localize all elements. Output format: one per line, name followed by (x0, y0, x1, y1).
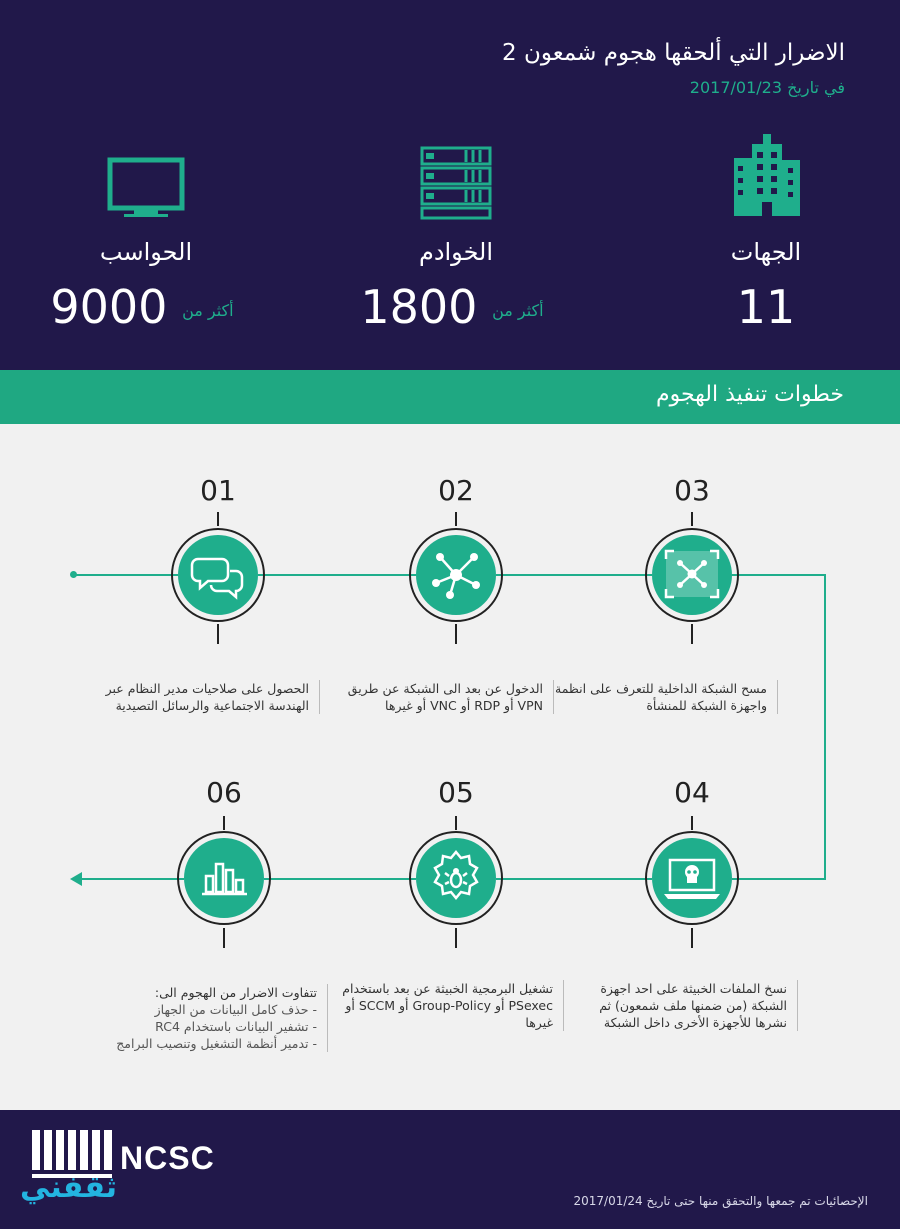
step-tick (217, 512, 219, 526)
connector-line (496, 574, 652, 576)
stat-entities (636, 130, 896, 350)
step-01-number: 01 (200, 474, 236, 507)
connector-line (80, 878, 184, 880)
step-02-text: الدخول عن بعد الى الشبكة عن طريق VPN أو RDP أو VNC أو غيرها (324, 680, 554, 714)
step-06-bullets (98, 1001, 317, 1052)
connector-line (496, 878, 652, 880)
step-tick (691, 624, 693, 644)
bar-chart-icon (184, 838, 264, 918)
step-03-text: مسح الشبكة الداخلية للتعرف على انظمة واجهزة الشبكة للمنشأة (548, 680, 778, 714)
stat-servers-prefix: أكثر من (492, 301, 544, 320)
connector-line (264, 878, 416, 880)
step-06-number: 06 (206, 776, 242, 809)
step-05-text: تشغيل البرمجية الخبيثة عن بعد باستخدام PSexec أو Group-Policy أو SCCM أو غيرها (334, 980, 564, 1031)
stat-entities-value (636, 280, 896, 334)
stat-entities-number: 11 (736, 280, 796, 334)
step-tick (223, 928, 225, 948)
step-02-number: 02 (438, 474, 474, 507)
step-03-number: 03 (674, 474, 710, 507)
footer (0, 1110, 900, 1229)
step-04-text: نسخ الملفات الخبيثة على احد اجهزة الشبكة (من ضمنها ملف شمعون) ثم نشرها للأجهزة الأخرى داخل الشبكة (568, 980, 798, 1031)
connector-line (732, 878, 826, 880)
list-item: - حذف كامل البيانات من الجهاز (154, 1002, 317, 1017)
server-icon (416, 130, 496, 220)
stat-servers-number: 1800 (360, 280, 478, 334)
gear-bug-icon (416, 838, 496, 918)
connector-line (732, 574, 826, 576)
step-tick (217, 624, 219, 644)
page-title: الاضرار التي ألحقها هجوم شمعون 2 (502, 40, 845, 66)
step-05-number: 05 (438, 776, 474, 809)
arrow-left-icon (70, 872, 82, 886)
step-06-intro: تتفاوت الاضرار من الهجوم الى: (154, 985, 317, 1000)
stat-computers-value (16, 280, 276, 334)
step-02-circle (416, 535, 496, 615)
stat-computers (16, 130, 276, 350)
stat-servers (326, 130, 586, 350)
section-band (0, 370, 900, 424)
step-tick (455, 624, 457, 644)
step-tick (691, 512, 693, 526)
stat-entities-label: الجهات (730, 238, 802, 266)
attack-steps-timeline (0, 424, 900, 1110)
step-06-text (98, 984, 328, 1052)
connector-line (72, 574, 178, 576)
list-item: - تدمير أنظمة التشغيل وتنصيب البرامج (116, 1036, 317, 1051)
network-scan-icon (652, 535, 732, 615)
monitor-icon (106, 130, 186, 220)
network-nodes-icon (416, 535, 496, 615)
building-icon (726, 130, 806, 220)
section-title: خطوات تنفيذ الهجوم (655, 382, 844, 407)
connector-line-vertical (824, 574, 826, 880)
connector-line (258, 574, 416, 576)
step-tick (455, 816, 457, 830)
stat-servers-value (326, 280, 586, 334)
stat-computers-label: الحواسب (99, 238, 193, 266)
step-01-circle (178, 535, 258, 615)
step-03-circle (652, 535, 732, 615)
stat-computers-number: 9000 (50, 280, 168, 334)
stat-computers-prefix: أكثر من (182, 301, 234, 320)
chat-bubbles-icon (178, 535, 258, 615)
step-tick (223, 816, 225, 830)
step-tick (455, 512, 457, 526)
step-04-number: 04 (674, 776, 710, 809)
laptop-skull-icon (652, 838, 732, 918)
footer-note: الإحصائيات تم جمعها والتحقق منها حتى تاريخ 2017/01/24 (573, 1194, 868, 1208)
step-06-circle (184, 838, 264, 918)
ncsc-logo-text: NCSC (120, 1140, 215, 1176)
line-start-dot (70, 571, 77, 578)
watermark-logo: ثقفني (20, 1170, 118, 1205)
step-tick (691, 816, 693, 830)
header (0, 0, 900, 370)
step-tick (455, 928, 457, 948)
list-item: - تشفير البيانات باستخدام RC4 (155, 1019, 317, 1034)
step-05-circle (416, 838, 496, 918)
step-01-text: الحصول على صلاحيات مدير النظام عبر الهندسة الاجتماعية والرسائل التصيدية (90, 680, 320, 714)
page-subtitle-date: في تاريخ 2017/01/23 (689, 78, 845, 97)
step-tick (691, 928, 693, 948)
step-04-circle (652, 838, 732, 918)
stat-servers-label: الخوادم (418, 238, 494, 266)
